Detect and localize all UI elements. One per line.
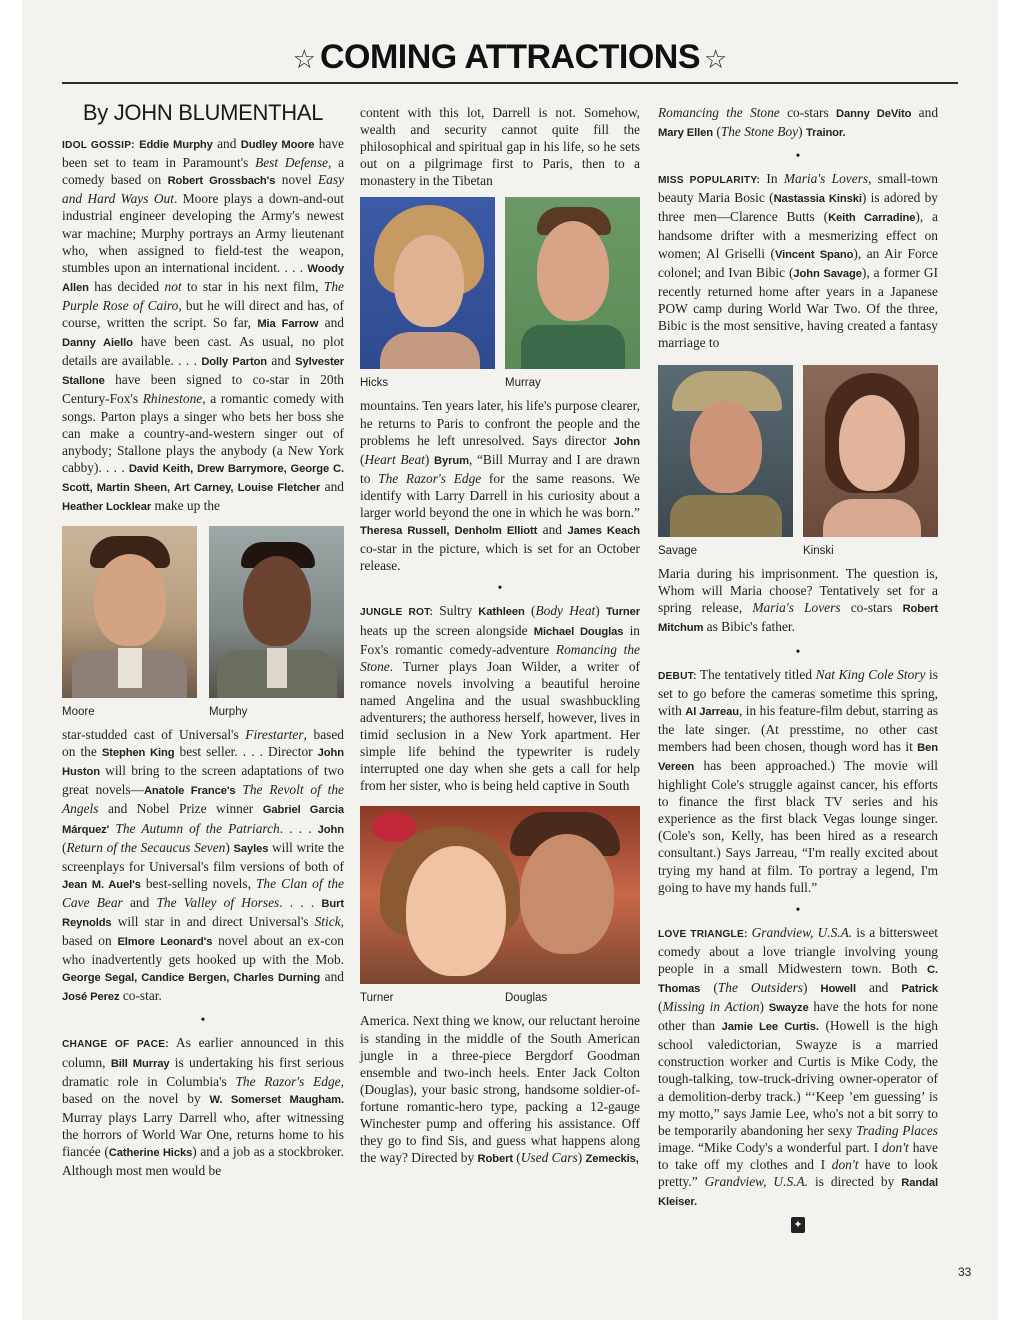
photo-hicks bbox=[360, 197, 495, 393]
rabbit-head-logo-icon: ✦ bbox=[791, 1217, 805, 1233]
page-header bbox=[62, 32, 958, 84]
miss-popularity-paragraph: MISS POPULARITY: In Maria's Lovers, small-town beauty Maria Bosic (Nastassia Kinski) is adored by three men—Clarence Butts (Keith Carradine), a handsome drifter with a mesmerizing effect on women; Al Griselli (Vincent Spano), an Air Force colonel; and Ivan Bibic (John Savage), a former GI recently returned home after years in a Japanese POW camp during World War Two. Of the three, Bibic is the most sensitive, having created a fantasy marriage to bbox=[658, 171, 939, 351]
photo-murphy bbox=[209, 526, 344, 722]
section-divider-dot: • bbox=[497, 581, 503, 597]
photo-murray bbox=[505, 197, 640, 393]
moore-portrait bbox=[62, 526, 197, 698]
photo-row-moore-murphy bbox=[62, 526, 344, 722]
razors-edge-paragraph-start: content with this lot, Darrell is not. Somehow, wealth and security cannot quite fill the philosophical and spiritual gap in his life, so he sets out on a pilgrimage first to Paris, then to a monastery in the Tibetan bbox=[360, 105, 640, 189]
caption-douglas: Douglas bbox=[505, 992, 548, 1005]
photo-turner-douglas bbox=[360, 806, 640, 1008]
column-1 bbox=[62, 100, 345, 1179]
column-2 bbox=[360, 104, 640, 1168]
photo-row-hicks-murray bbox=[360, 197, 640, 393]
firestarter-paragraph: star-studded cast of Universal's Firestarter, based on the Stephen King best seller. . . . Director John Huston will bring to the screen adaptations of two great novels—Anatole France's The Revolt of the Angels and Nobel Prize winner Gabriel Garcia Márquez' The Autumn of the Patriarch. . . . John (Return of the Secaucus Seven) Sayles will write the screenplays for Universal's film versions of both of Jean M. Auel's best-selling novels, The Clan of the Cave Bear and The Valley of Horses. . . . Burt Reynolds will star in and direct Universal's Stick, based on Elmore Leonard's novel about an ex-con who inadvertently gets hooked up with the Mob. George Segal, Candice Bergen, Charles Durning and José Perez co-star. bbox=[62, 727, 345, 1004]
section-divider-dot: • bbox=[200, 1013, 206, 1029]
star-icon: ☆ bbox=[292, 45, 316, 75]
section-divider-dot: • bbox=[795, 644, 801, 660]
caption-turner: Turner bbox=[360, 992, 394, 1005]
idol-gossip-paragraph: IDOL GOSSIP: Eddie Murphy and Dudley Moore have been set to team in Paramount's Best Defense, a comedy based on Robert Grossbach's novel Easy and Hard Ways Out. Moore plays a down-and-out industrial engineer developing the Army's newest war machine; Murphy portrays an Army lieutenant who, when assigned to field-test the weapon, stumbles upon an international incident. . . . Woody Allen has decided not to star in his next film, The Purple Rose of Cairo, but he will direct and has, of course, written the script. So far, Mia Farrow and Danny Aiello have been cast. As usual, no plot details are available. . . . Dolly Parton and Sylvester Stallone have been signed to co-star in 20th Century-Fox's Rhinestone, a romantic comedy with songs. Parton plays a singer who bets her boss she can make a country-and-western singer out of anybody; Stallone plays the anybody (a New York cabby). . . . David Keith, Drew Barrymore, George C. Scott, Martin Sheen, Art Carney, Louise Fletcher and Heather Locklear make up the bbox=[62, 136, 345, 513]
miss-popularity-paragraph-end: Maria during his imprisonment. The question is, Whom will Maria choose? Tentatively set for a spring release, Maria's Lovers co-stars Robert Mitchum as Bibic's father. bbox=[658, 566, 939, 635]
caption-moore: Moore bbox=[62, 706, 95, 719]
caption-savage: Savage bbox=[658, 545, 698, 558]
caption-murray: Murray bbox=[505, 377, 541, 390]
caption-kinski: Kinski bbox=[803, 545, 834, 558]
photo-moore bbox=[62, 526, 197, 722]
romancing-credits: Romancing the Stone co-stars Danny DeVito and Mary Ellen (The Stone Boy) Trainor. bbox=[658, 105, 939, 140]
caption-hicks: Hicks bbox=[360, 377, 389, 390]
byline: By JOHN BLUMENTHAL bbox=[82, 100, 324, 125]
murray-portrait bbox=[505, 197, 640, 369]
page-number: 33 bbox=[958, 1265, 972, 1279]
caption-murphy: Murphy bbox=[209, 706, 248, 719]
murphy-portrait bbox=[209, 526, 344, 698]
section-divider-dot: • bbox=[795, 902, 801, 918]
photo-kinski bbox=[803, 365, 938, 561]
hicks-portrait bbox=[360, 197, 495, 369]
jungle-rot-paragraph: JUNGLE ROT: Sultry Kathleen (Body Heat) Turner heats up the screen alongside Michael Douglas in Fox's romantic comedy-adventure Romancing the Stone. Turner plays Joan Wilder, a writer of romance novels involving a beautiful heroine named Angelina and the usual swashbuckling adventurers; the authoress herself, however, lives in timid seclusion in a New York apartment. Her simple life behind the typewriter is rudely interrupted one day when she gets a call for help from her sister, who is being held captive in South bbox=[360, 603, 640, 794]
love-triangle-paragraph: LOVE TRIANGLE: Grandview, U.S.A. is a bittersweet comedy about a love triangle involving young people in a small Midwestern town. Both C. Thomas (The Outsiders) Howell and Patrick (Missing in Action) Swayze have the hots for none other than Jamie Lee Curtis. (Howell is the high school valedictorian, Swayze is a married construction worker and Curtis is Mike Cody, the tough-talking, tow-truck-driving owner-operator of a demolition-derby track.) “‘Keep ’em guessing’ is my motto,” says Jamie Lee, who's not a bit sorry to be temporarily abandoning her sexy Trading Places image. “Mike Cody's a wonderful part. I don't have to take off my clothes and I don't have to look pretty.” Grandview, U.S.A. is directed by Randal Kleiser. bbox=[658, 924, 939, 1209]
magazine-page bbox=[22, 0, 998, 1320]
column-3 bbox=[658, 104, 938, 1233]
photo-savage bbox=[658, 365, 793, 561]
debut-paragraph: DEBUT: The tentatively titled Nat King Cole Story is set to go before the cameras sometime this spring, with Al Jarreau, in his feature-film debut, starring as the late singer. (At presstime, no other cast members had been chosen, though word has it Ben Vereen has been approached.) The movie will highlight Cole's struggle against cancer, his efforts to finance the first black TV series and his experience as the first black Vegas lounge singer. (Cole's son, Kelly, has been hired as a research consultant.) Says Jarreau, “I'm really excited about trying my hand at film. To portray a legend, I'm going to have my hands full.” bbox=[658, 666, 939, 895]
kinski-portrait bbox=[803, 365, 938, 537]
change-of-pace-paragraph: CHANGE OF PACE: As earlier announced in this column, Bill Murray is undertaking his first serious dramatic role in Columbia's The Razor's Edge, based on the novel by W. Somerset Maugham. Murray plays Larry Darrell who, after witnessing the horrors of World War One, returns home to his fiancée (Catherine Hicks) and a job as a stockbroker. Although most men would be bbox=[62, 1035, 345, 1179]
turner-douglas-still bbox=[360, 806, 640, 984]
page-title: COMING ATTRACTIONS bbox=[319, 38, 701, 76]
star-icon: ☆ bbox=[704, 45, 728, 75]
photo-row-savage-kinski bbox=[658, 365, 938, 561]
razors-edge-paragraph-end: mountains. Ten years later, his life's purpose clearer, he returns to Paris to confront the people and the problems he left unresolved. Says director John (Heart Beat) Byrum, “Bill Murray and I are drawn to The Razor's Edge for the same reasons. We identify with Larry Darrell in his curiosity about a larger world beyond the one in which he was born.” Theresa Russell, Denholm Elliott and James Keach co-star in the picture, which is set for an October release. bbox=[360, 398, 640, 574]
section-divider-dot: • bbox=[795, 149, 801, 165]
jungle-rot-paragraph-end: America. Next thing we know, our reluctant heroine is standing in the middle of the South American jungle in a three-piece Bergdorf Goodman ensemble and two-inch heels. Enter Jack Colton (Douglas), your basic strong, handsome soldier-of-fortune romantic-hero type, packing a 12-gauge Winchester pump and offering his assistance. Off they go to find Sis, and guess what happens along the way? Directed by Robert (Used Cars) Zemeckis, bbox=[360, 1013, 640, 1166]
end-mark bbox=[658, 1215, 938, 1233]
savage-portrait bbox=[658, 365, 793, 537]
